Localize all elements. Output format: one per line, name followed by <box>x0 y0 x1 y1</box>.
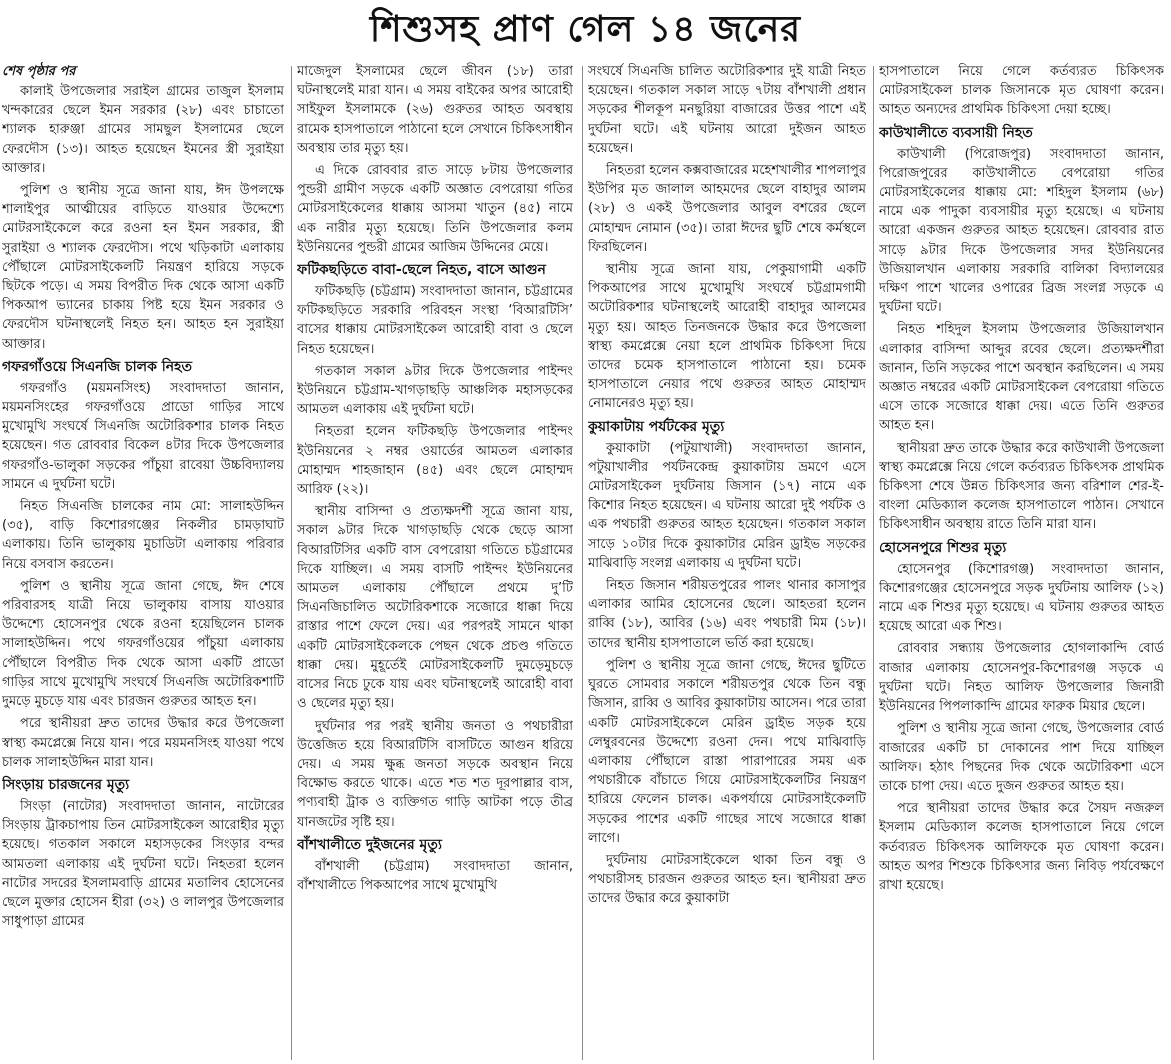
article-column-1 <box>2 62 284 1060</box>
paragraph: পুলিশ ও স্থানীয় সূত্রে জানা গেছে, ঈদের ছুটিতে ঘুরতে সোমবার সকালে শরীয়তপুর থেকে তিন বন্ধু জিসান, রাব্বি ও আবির কুয়াকাটায় আসেন। পরে তারা একটি মোটরসাইকেলে মেরিন ড্রাইভ সড়ক হয়ে লেম্বুরবনের উদ্দেশ্যে রওনা দেন। পথে মাঝিবাড়ি এলাকায় পৌঁছালে রাস্তা পারাপারের সময় এক পথচারীকে বাঁচাতে গিয়ে মোটরসাইকেলটির নিয়ন্ত্রণ হারিয়ে ফেলেন চালক। একপর্যায়ে মোটরসাইকেলটি সড়কের পাশের একটি গাছের সাথে সজোরে ধাক্কা লাগে। <box>588 657 866 846</box>
headline: শিশুসহ প্রাণ গেল ১৪ জনের <box>369 9 802 50</box>
paragraph: স্থানীয় বাসিন্দা ও প্রত্যক্ষদর্শী সূত্রে জানা যায়, সকাল ৯টার দিকে খাগড়াছড়ি থেকে ছেড়ে আসা বিআরটিসির একটি বাস বেপরোয়া গতিতে চট্টগ্রামের দিকে যাচ্ছিল। এ সময় বাসটি পাইন্দং ইউনিয়নের আমতল এলাকায় পৌঁছালে প্রথমে দু’টি সিএনজিচালিত অটোরিকশাকে সজোরে ধাক্কা দিয়ে রাস্তার পাশে ফেলে দেয়। এর পরপরই সামনে থাকা একটি মোটরসাইকেলকে পেছন থেকে প্রচণ্ড গতিতে ধাক্কা দেয়। মুহূর্তেই মোটরসাইকেলটি দুমড়েমুচড়ে বাসের নিচে ঢুকে যায় এবং ঘটনাস্থলেই আরোহী বাবা ও ছেলের মৃত্যু হয়। <box>297 504 573 712</box>
paragraph: বাঁশখালী (চট্টগ্রাম) সংবাদদাতা জানান, বাঁশখালীতে পিকআপের সাথে মুখোমুখি <box>297 858 573 893</box>
paragraph: নিহত সিএনজি চালকের নাম মো: সালাহউদ্দিন (৩৫), বাড়ি কিশোরগঞ্জের নিকলীর চামড়াঘাট এলাকায়। তিনি ভালুকায় মুচাডিটা এলাকায় পরিবার নিয়ে বসবাস করতেন। <box>2 499 284 572</box>
paragraph: পুলিশ ও স্থানীয় সূত্রে জানা যায়, ঈদ উপলক্ষে শালাইপুর আত্মীয়ের বাড়িতে যাওয়ার উদ্দেশ্যে মোটরসাইকেলে করে রওনা হন ইমন সরকার, স্ত্রী সুরাইয়া ও শ্যালক ফেরদৌস। পথে খড়িকাটা এলাকায় পৌঁছালে মোটরসাইকেলটি নিয়ন্ত্রণ হারিয়ে সড়কে ছিটকে পড়ে। এ সময় বিপরীত দিক থেকে আসা একটি পিকআপ ভ্যানের চাকায় পিষ্ট হয়ে ইমন সরকার ও ফেরদৌস ঘটনাস্থলেই নিহত হন। আহত হন সুরাইয়া আক্তার। <box>2 183 284 352</box>
column-divider <box>291 66 292 1060</box>
subheading: সিংড়ায় চারজনের মৃত্যু <box>2 776 130 793</box>
paragraph: দুর্ঘটনায় মোটরসাইকেলে থাকা তিন বন্ধু ও পথচারীসহ চারজন গুরুতর আহত হন। স্থানীয়রা দ্রুত তাদের উদ্ধার করে কুয়াকাটা <box>588 852 866 907</box>
paragraph: পুলিশ ও স্থানীয় সূত্রে জানা গেছে, ঈদ শেষে পরিবারসহ যাত্রী নিয়ে ভালুকায় বাসায় যাওয়ার উদ্দেশ্যে হোসেনপুর থেকে রওনা হয়েছিলেন চালক সালাহউদ্দিন। পথে গফরগাঁওয়ের পাঁচুয়া এলাকায় পৌঁছালে বিপরীত দিক থেকে আসা একটি প্রাডো গাড়ির সাথে মুখোমুখি সংঘর্ষে সিএনজি অটোরিকশাটি দুমড়ে মুচড়ে যায় এবং চারজন গুরুতর আহত হন। <box>2 578 284 710</box>
paragraph: পুলিশ ও স্থানীয় সূত্রে জানা গেছে, উপজেলার বোর্ড বাজারের একটি চা দোকানের পাশ দিয়ে যাচ্ছিল আলিফ। হঠাৎ পিছনের দিক থেকে অটোরিকশা এসে তাকে চাপা দেয়। এতে দুজন গুরুতর আহত হয়। <box>879 721 1164 794</box>
paragraph: পরে স্থানীয়রা তাদের উদ্ধার করে সৈয়দ নজরুল ইসলাম মেডিক্যাল কলেজ হাসপাতালে নিয়ে গেলে কর্তব্যরত চিকিৎসক আলিফকে মৃত ঘোষণা করেন। আহত অপর শিশুকে চিকিৎসার জন্য নিবিড় পর্যবেক্ষণে রাখা হয়েছে। <box>879 801 1164 893</box>
subheading: গফরগাঁওয়ে সিএনজি চালক নিহত <box>2 358 192 375</box>
paragraph: নিহতরা হলেন কক্সবাজারের মহেশখালীর শাপলাপুর ইউপির মৃত জালাল আহমদের ছেলে বাহাদুর আলম (২৮) ও একই উপজেলার আবুল বশরের ছেলে মোহাম্মদ নোমান (৩৫)। তারা ঈদের ছুটি শেষে কর্মস্থলে ফিরছিলেন। <box>588 163 866 255</box>
paragraph: নিহত জিসান শরীয়তপুরের পালং থানার কাসাপুর এলাকার আমির হোসেনের ছেলে। আহতরা হলেন রাব্বি (১৮), আবির (১৬) এবং পথচারী মিম (১৮)। তাদের স্থানীয় হাসপাতালে ভর্তি করা হয়েছে। <box>588 578 866 651</box>
paragraph: সংঘর্ষে সিএনজি চালিত অটোরিকশার দুই যাত্রী নিহত হয়েছেন। গতকাল সকাল সাড়ে ৭টায় বাঁশখালী প্রধান সড়কের শীলকূপ মনছুরিয়া বাজারের উত্তর পাশে এই দুর্ঘটনা ঘটে। এই ঘটনায় আরো দুইজন আহত হয়েছেন। <box>588 64 866 156</box>
subheading: হোসেনপুরে শিশুর মৃত্যু <box>879 539 1007 556</box>
paragraph: গফরগাঁও (ময়মনসিংহ) সংবাদদাতা জানান, ময়মনসিংহের গফরগাঁওয়ে প্রাডো গাড়ির সাথে মুখোমুখি সংঘর্ষে সিএনজি অটোরিকশার চালক নিহত হয়েছেন। গত রোববার বিকেল ৪টার দিকে উপজেলার গফরগাঁও-ভালুকা সড়কের পাঁচুয়া রাবেয়া উচ্চবিদ্যালয় সামনে এ দুর্ঘটনা ঘটে। <box>2 380 284 492</box>
article-column-3 <box>588 62 866 1060</box>
paragraph: নিহত শহিদুল ইসলাম উপজেলার উজিয়ালখান এলাকার বাসিন্দা আব্দুর রবের ছেলে। প্রত্যক্ষদর্শীরা জানান, তিনি সড়কের পাশে অবস্থান করছিলেন। এ সময় অজ্ঞাত নম্বরের একটি মোটরসাইকেল বেপরোয়া গতিতে এসে তাকে সজোরে ধাক্কা দেয়। এতে তিনি গুরুতর আহত হন। <box>879 322 1164 434</box>
paragraph: রোববার সন্ধ্যায় উপজেলার হোগলাকান্দি বোর্ড বাজার এলাকায় হোসেনপুর-কিশোরগঞ্জ সড়কে এ দুর্ঘটনা ঘটে। নিহত আলিফ উপজেলার জিনারী ইউনিয়নের পিপলাকান্দি গ্রামের ফারুক মিয়ার ছেলে। <box>879 641 1164 715</box>
paragraph: কালাই উপজেলার সরাইল গ্রামের তাজুল ইসলাম খন্দকারের ছেলে ইমন সরকার (২৮) এবং চাচাতো শ্যালক হারুঞ্জা গ্রামের সামছুল ইসলামের ছেলে ফেরদৌস (১৩)। আহত হয়েছেন ইমনের স্ত্রী সুরাইয়া আক্তার। <box>2 84 284 176</box>
continued-from-label: শেষ পৃষ্ঠার পর <box>2 64 76 79</box>
paragraph: মাজেদুল ইসলামের ছেলে জীবন (১৮) তারা ঘটনাস্থলেই মারা যান। এ সময় বাইকের অপর আরোহী সাইফুল ইসলামকে (২৬) গুরুতর আহত অবস্থায় রামেক হাসপাতালে পাঠানো হলে সেখানে চিকিৎসাধীন অবস্থায় তার মৃত্যু হয়। <box>297 64 573 156</box>
paragraph: ফটিকছড়ি (চট্টগ্রাম) সংবাদদাতা জানান, চট্টগ্রামের ফটিকছড়িতে সরকারি পরিবহন সংস্থা ‘বিআরটিসি’ বাসের ধাক্কায় মোটরসাইকেল আরোহী বাবা ও ছেলে নিহত হয়েছেন। <box>297 284 573 357</box>
column-divider <box>873 66 874 1060</box>
paragraph: এ দিকে রোববার রাত সাড়ে ৮টায় উপজেলার পুন্ডরী গ্রামীণ সড়কে একটি অজ্ঞাত বেপরোয়া গতির মোটরসাইকেলের ধাক্কায় আসমা খাতুন (৪৫) নামে এক নারীর মৃত্যু হয়েছে। তিনি উপজেলার কলম ইউনিয়নের পুন্ডরী গ্রামের আজিম উদ্দিনের মেয়ে। <box>297 163 573 255</box>
paragraph: স্থানীয় সূত্রে জানা যায়, পেকুয়াগামী একটি পিকআপের সাথে মুখোমুখি সংঘর্ষে চট্টগ্রামগামী অটোরিকশার ঘটনাস্থলেই আরোহী বাহাদুর আলমের মৃত্যু হয়। আহত তিনজনকে উদ্ধার করে উপজেলা স্বাস্থ্য কমপ্লেক্সে নেয়া হলে প্রাথমিক চিকিৎসা দিয়ে তাদের চমেক হাসপাতালে পাঠানো হয়। চমেক হাসপাতালে নেয়ার পথে গুরুতর আহত মোহাম্মদ নোমানেরও মৃত্যু হয়। <box>588 262 866 412</box>
column-divider <box>582 66 583 1060</box>
paragraph: কাউখালী (পিরোজপুর) সংবাদদাতা জানান, পিরোজপুরের কাউখালীতে বেপরোয়া গতির মোটরসাইকেলের ধাক্কায় মো: শহিদুল ইসলাম (৬৮) নামে এক পাদুকা ব্যবসায়ীর মৃত্যু হয়েছে। এ ঘটনায় আরো একজন গুরুতর আহত হয়েছেন। রোববার রাত সাড়ে ৯টার দিকে উপজেলার সদর ইউনিয়নের উজিয়ালখান এলাকায় সরকারি বালিকা বিদ্যালয়ের দক্ষিণ পাশে খালের ওপারের ব্রিজ সংলগ্ন সড়কে এ দুর্ঘটনা ঘটে। <box>879 146 1164 316</box>
paragraph: পরে স্থানীয়রা দ্রুত তাদের উদ্ধার করে উপজেলা স্বাস্থ্য কমপ্লেক্সে নিয়ে যান। পরে ময়মনসিংহ যাওয়া পথে চালক সালাহউদ্দিন মারা যান। <box>2 716 284 770</box>
paragraph: গতকাল সকাল ৯টার দিকে উপজেলার পাইন্দং ইউনিয়নে চট্টগ্রাম-খাগড়াছড়ি আঞ্চলিক মহাসড়কের আমতল এলাকায় এই দুর্ঘটনা ঘটে। <box>297 363 573 418</box>
subheading: বাঁশখালীতে দুইজনের মৃত্যু <box>297 836 442 853</box>
paragraph: দুর্ঘটনার পর পরই স্থানীয় জনতা ও পথচারীরা উত্তেজিত হয়ে বিআরটিসি বাসটিতে আগুন ধরিয়ে দেয়। এ সময় ক্ষুব্ধ জনতা সড়কে অবস্থান নিয়ে বিক্ষোভ করতে থাকে। এতে শত শত দূরপাল্লার বাস, পণ্যবাহী ট্রাক ও ব্যক্তিগত গাড়ি আটকা পড়ে তীব্র যানজটের সৃষ্টি হয়। <box>297 718 573 830</box>
subheading: কুয়াকাটায় পর্যটকের মৃত্যু <box>588 418 725 435</box>
paragraph: স্থানীয়রা দ্রুত তাকে উদ্ধার করে কাউখালী উপজেলা স্বাস্থ্য কমপ্লেক্সে নিয়ে গেলে কর্তব্যরত চিকিৎসক প্রাথমিক চিকিৎসা শেষে উন্নত চিকিৎসার জন্য বরিশাল শের-ই-বাংলা মেডিক্যাল কলেজ হাসপাতালে পাঠান। সেখানে চিকিৎসাধীন অবস্থায় রাতে তিনি মারা যান। <box>879 440 1164 533</box>
subheading: কাউখালীতে ব্যবসায়ী নিহত <box>879 124 1033 141</box>
article-column-4 <box>879 62 1164 1060</box>
paragraph: হোসেনপুর (কিশোরগঞ্জ) সংবাদদাতা জানান, কিশোরগঞ্জের হোসেনপুরে সড়ক দুর্ঘটনায় আলিফ (১২) নামে এক শিশুর মৃত্যু হয়েছে। এ ঘটনায় গুরুতর আহত হয়েছে আরো এক শিশু। <box>879 561 1164 635</box>
paragraph: নিহতরা হলেন ফটিকছড়ি উপজেলার পাইন্দং ইউনিয়নের ২ নম্বর ওয়ার্ডের আমতল এলাকার মোহাম্মদ শাহজাহান (৪৫) এবং ছেলে মোহাম্মদ আরিফ (২২)। <box>297 424 573 498</box>
paragraph: হাসপাতালে নিয়ে গেলে কর্তব্যরত চিকিৎসক মোটরসাইকেল চালক জিসানকে মৃত ঘোষণা করেন। আহত অন্যদের প্রাথমিক চিকিৎসা দেয়া হচ্ছে। <box>879 64 1164 118</box>
paragraph: কুয়াকাটা (পটুয়াখালী) সংবাদদাতা জানান, পটুয়াখালীর পর্যটনকেন্দ্র কুয়াকাটায় ভ্রমণে এসে মোটরসাইকেল দুর্ঘটনায় জিসান (১৭) নামে এক কিশোর নিহত হয়েছেন। এ ঘটনায় আরো দুই পর্যটক ও এক পথচারী গুরুতর আহত হয়েছেন। গতকাল সকাল সাড়ে ১০টার দিকে কুয়াকাটার মেরিন ড্রাইভ সড়কের মাঝিবাড়ি সংলগ্ন এলাকায় এ দুর্ঘটনা ঘটে। <box>588 440 866 571</box>
article-column-2 <box>297 62 573 1060</box>
subheading: ফটিকছড়িতে বাবা-ছেলে নিহত, বাসে আগুন <box>297 262 546 279</box>
paragraph: সিংড়া (নাটোর) সংবাদদাতা জানান, নাটোরের সিংড়ায় ট্রাকচাপায় তিন মোটরসাইকেল আরোহীর মৃত্যু হয়েছে। গতকাল সকালে মহাসড়কের সিংড়ার বন্দর আমতলা এলাকায় এই দুর্ঘটনা ঘটে। নিহতরা হলেন নাটোর সদরের ইসলামবাড়ি গ্রামের মতালিব হোসেনের ছেলে মুক্তার হোসেন হীরা (৩২) ও লালপুর উপজেলার সাধুপাড়া গ্রামের <box>2 798 284 930</box>
